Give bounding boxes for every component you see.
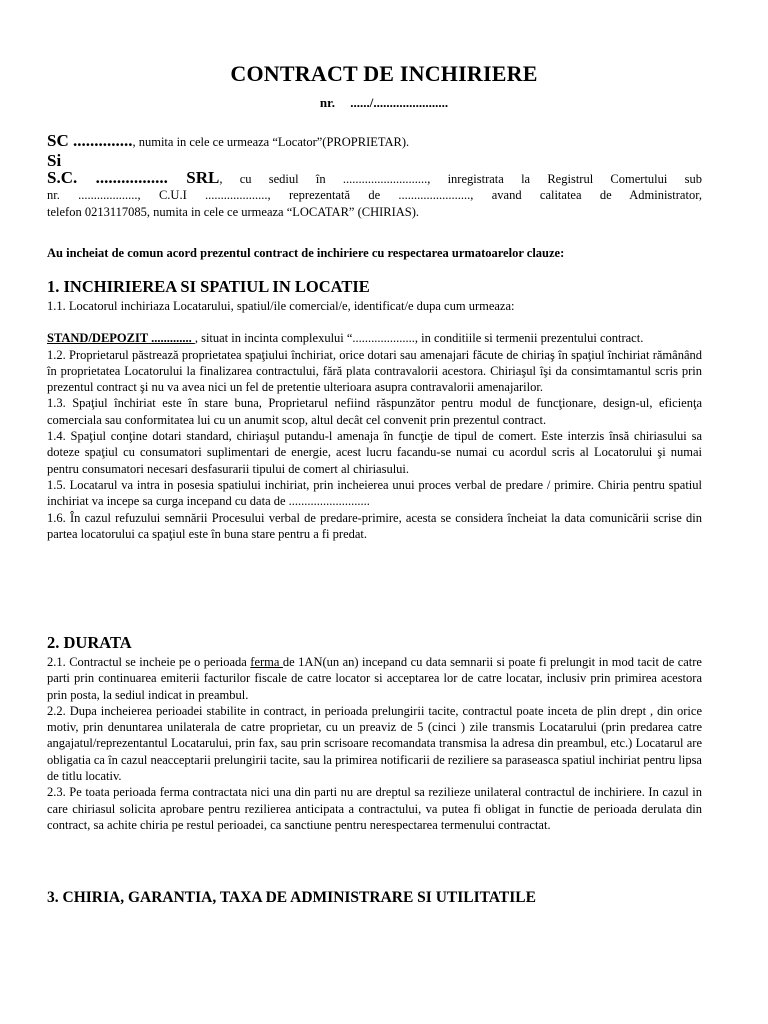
number-value: ....../.......................: [350, 95, 449, 110]
clause-2-1: [47, 654, 702, 703]
clause-1-6: 1.6. În cazul refuzului semnării Procesului verbal de predare-primire, acesta se considera încheiat la data comunicării scrise din partea locatorului ca spaţiul este în buna stare pentru a fi predat.: [47, 510, 702, 541]
locator-description: , numita in cele ce urmeaza “Locator”(PROPRIETAR).: [132, 135, 410, 149]
tenant-line-3: telefon 0213117085, numita in cele ce urmeaza “LOCATAR” (CHIRIAS).: [47, 204, 420, 219]
ferma-term: ferma: [250, 655, 283, 669]
section-2: [47, 633, 702, 833]
clause-1-4: 1.4. Spaţiul conţine dotari standard, chiriaşul putandu-l amenaja în funcţie de tipul de comert. Este interzis însă chiriasului sa doteze spaţiul cu consumatori suplimentari de energie, acest lucru facandu-se numai cu acordul scris al Locatorului şi numai pentru consumatori necesari desfasurarii tipului de comert al chiriasului.: [47, 429, 702, 476]
stand-label: STAND/DEPOZIT .............: [47, 331, 195, 346]
locator-line: [47, 133, 702, 151]
clause-1-2: 1.2. Proprietarul păstrează proprietatea spaţiului închiriat, orice dotari sau amenajari făcute de chiriaş în spaţiul închiriat rămânând în proprietatea Locatorului la finalizarea contractului, fără plata contravalorii acestora. Chiriaşul îşi da consimtamantul scris prin prezentul contract şi nu va avea nici un fel de pretentie ulterioara asupra contravalorii amenajarilor.: [47, 347, 702, 395]
section-3-heading: 3. CHIRIA, GARANTIA, TAXA DE ADMINISTRARE SI UTILITATILE: [47, 889, 536, 906]
locator-name: SC ..............: [47, 131, 133, 150]
and-label: Si: [47, 150, 62, 170]
document-title: CONTRACT DE INCHIRIERE: [230, 61, 538, 86]
tenant-name: S.C. ................. SRL: [47, 167, 220, 187]
number-label: nr.: [319, 95, 335, 110]
clause-1-3: 1.3. Spaţiul închiriat este în stare buna, Proprietarul nefiind răspunzător pentru modul de funcţionare, design-ul, eficienţa comerciala sau conformitatea lui cu un anumit scop, altul decât cel convenit prin prezentul contract.: [47, 396, 702, 427]
section-1-heading: 1. INCHIRIEREA SI SPATIUL IN LOCATIE: [47, 277, 370, 296]
tenant-text-1: , cu sediul în ..........................., inregistrata la Registrul Comertului sub: [219, 171, 702, 186]
section-2-heading: 2. DURATA: [47, 633, 132, 652]
stand-clause: [47, 330, 702, 346]
agreement-statement: Au incheiat de comun acord prezentul contract de inchiriere cu respectarea urmatoarelor clauze:: [47, 246, 565, 260]
clause-1-1: 1.1. Locatorul inchiriaza Locatarului, spatiul/ile comercial/e, identificat/e dupa cum urmeaza:: [47, 299, 515, 313]
tenant-line-2: nr. ..................., C.U.I ...................., reprezentată de ......................., avand calitatea de Administrator,: [47, 188, 702, 202]
contract-number: [0, 95, 768, 111]
tenant-line-1: [47, 167, 702, 188]
clause-2-3: 2.3. Pe toata perioada ferma contractata nici una din parti nu are dreptul sa rezilieze unilateral contractul de inchiriere. In cazul in care chiriasul solicita aprobare pentru rezilierea anticipata a contractului, va putea fi obligat in functie de perioada derulata din contract, sa achite chiria pe restul perioadei, ca sanctiune pentru nerespectarea termenului contractat.: [47, 785, 702, 832]
clause-2-2: 2.2. Dupa incheierea perioadei stabilite in contract, in perioada prelungirii tacite, contractul poate inceta de plin drept , din orice motiv, prin denuntarea unilaterala de catre proprietar, cu un preaviz de 5 (cinci ) zile transmis Locatarului (prin predarea catre angajatul/reprezentantul Locatarului, prin fax, sau prin scrisoare recomandata transmisa la adresa din preambul, etc.) Locatarul are obligatia ca în cazul neacceptarii prelungirii tacite, sau la primirea notificarii de reziliere sa paraseasca spatiul inchiriat pentru lipsa de titlu locativ.: [47, 703, 702, 784]
parties-block: [47, 133, 702, 220]
clause-1-5: 1.5. Locatarul va intra in posesia spatiului inchiriat, prin incheierea unui proces verbal de predare / primire. Chiria pentru spatiul inchiriat va incepe sa curga incepand cu data de ..........................: [47, 477, 702, 509]
clause-2-1-end: de 1AN(un an) incepand cu data semnarii si poate fi prelungit in mod tacit de catre parti prin continuarea emiterii facturilor fiscale de catre locator si acceptarea lor de catre locatar, inclusiv prin primirea acestora prin posta, la sediul indicat in preambul.: [47, 655, 702, 702]
section-1: [47, 277, 702, 542]
clause-2-1-start: 2.1. Contractul se incheie pe o perioada: [47, 655, 251, 669]
stand-text: , situat in incinta complexului “...................., in conditiile si termenii prezentului contract.: [194, 331, 644, 346]
